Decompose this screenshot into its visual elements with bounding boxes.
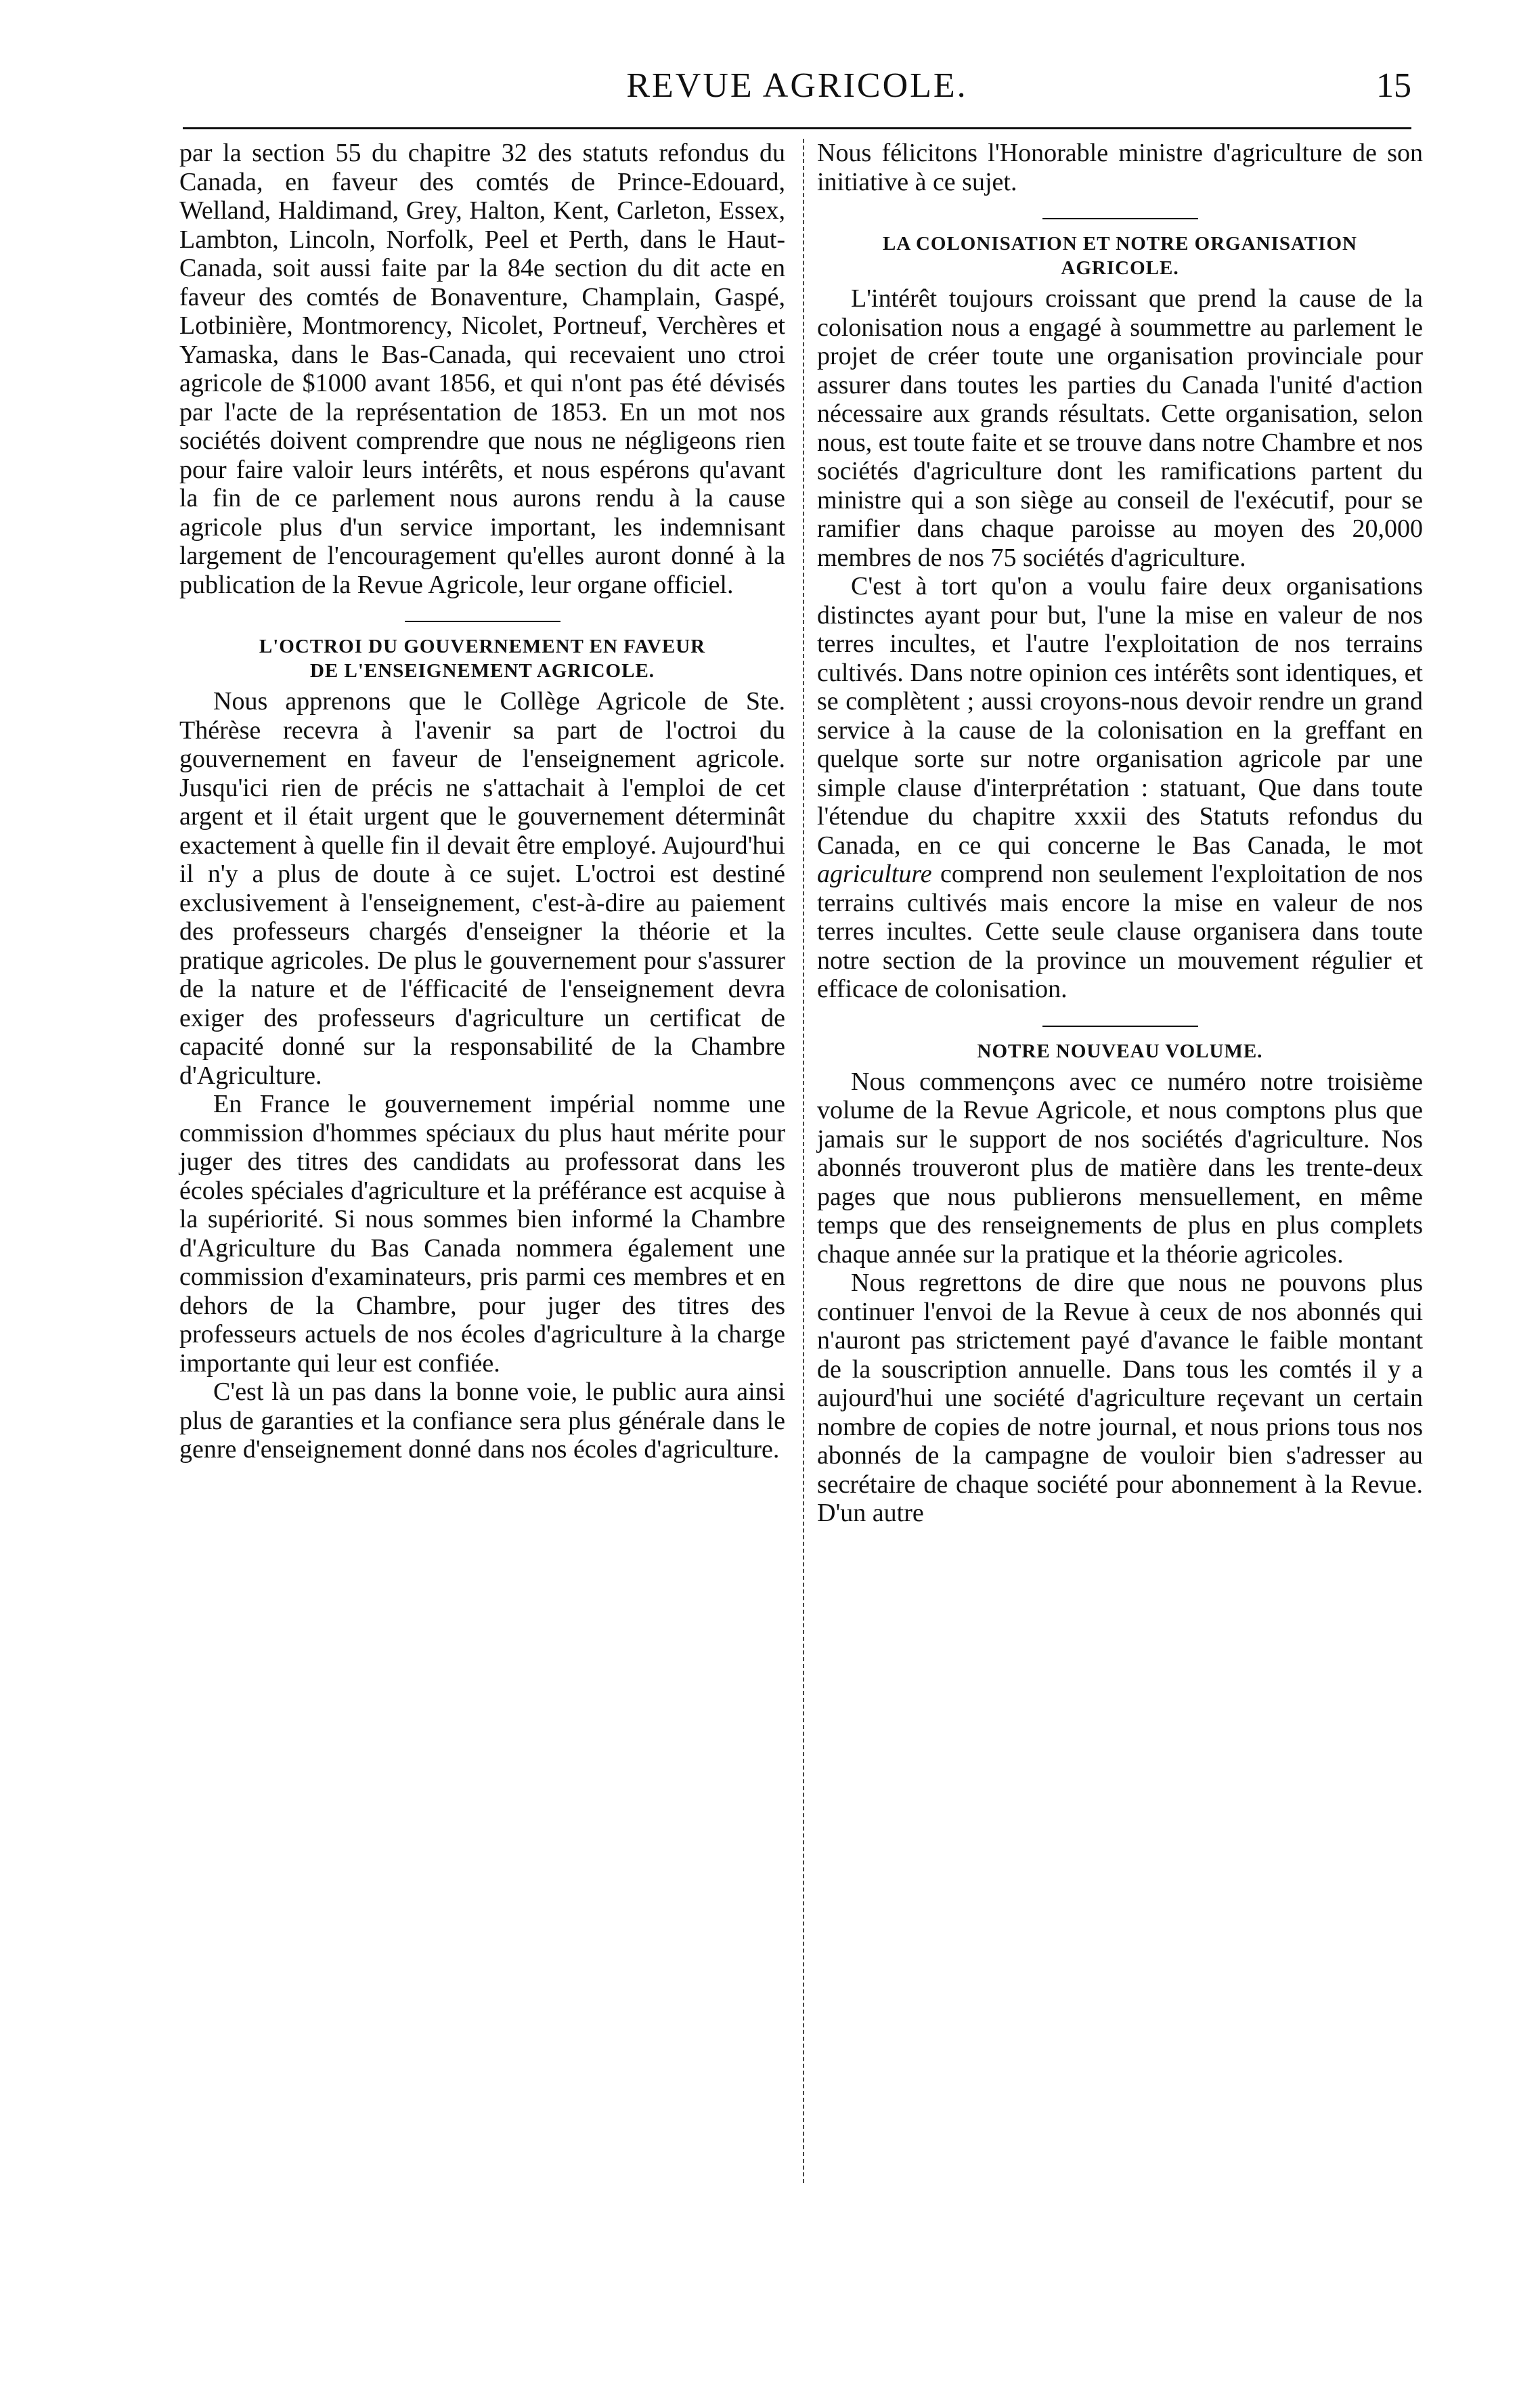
page-header (183, 62, 1411, 110)
heading-line: AGRICOLE. (1061, 257, 1179, 279)
column-divider (803, 139, 804, 2183)
heading-line: LA COLONISATION ET NOTRE ORGANISATION (883, 233, 1357, 255)
page-number: 15 (1376, 66, 1411, 105)
left-paragraph-2: Nous apprenons que le Collège Agricole de Ste. Thérèse recevra à l'avenir sa part de l'octroi du gouvernement en faveur de l'enseignement agricole. Jusqu'ici rien de précis ne s'attachait à l'emploi de cet argent et il était urgent que le gouvernement déterminât exactement à quelle fin il devait être employé. Aujourd'hui il n'y a plus de doute à ce sujet. L'octroi est destiné exclusivement à l'enseignement, c'est-à-dire au paiement des professeurs chargés d'enseigner la théorie et la pratique agricoles. De plus le gouvernement pour s'assurer de la nature et de l'éfficacité de l'enseignement devra exiger des professeurs d'agriculture un certificat de capacité donné sur la responsabilité de la Chambre d'Agriculture. (179, 687, 785, 1090)
heading-line: L'OCTROI DU GOUVERNEMENT EN FAVEUR (259, 636, 706, 657)
italic-term: agriculture (817, 860, 932, 888)
right-paragraph-5: Nous regrettons de dire que nous ne pouvons plus continuer l'envoi de la Revue à ceux de nos abonnés qui n'auront pas strictement payé d'avance le faible montant de la souscription annuelle. Dans tous les comtés il y a aujourd'hui une société d'agriculture reçevant un certain nombre de copies de notre journal, et nous prions tous nos abonnés de la campagne de vouloir bien s'adresser au secrétaire de chaque société pour abonnement à la Revue. D'un autre (817, 1269, 1423, 1527)
right-paragraph-2: L'intérêt toujours croissant que prend la cause de la colonisation nous a engagé à soummettre au parlement le projet de créer toute une organisation provinciale pour assurer dans toutes les parties du Canada l'unité d'action nécessaire aux grands résultats. Cette organisation, selon nous, est toute faite et se trouve dans notre Chambre et nos sociétés d'agriculture dont les ramifications partent du ministre qui a son siège au conseil de l'exécutif, pour se ramifier dans chaque paroisse au moyen des 20,000 membres de nos 75 sociétés d'agriculture. (817, 284, 1423, 572)
heading-line: NOTRE NOUVEAU VOLUME. (977, 1040, 1263, 1062)
heading-line: DE L'ENSEIGNEMENT AGRICOLE. (309, 660, 655, 682)
right-paragraph-4: Nous commençons avec ce numéro notre troisième volume de la Revue Agricole, et nous comptons plus que jamais sur le support de nos sociétés d'agriculture. Nos abonnés trouveront plus de matière dans les trente-deux pages que nous publierons mensuellement, en même temps que des renseignements de plus en plus complets chaque année sur la pratique et la théorie agricoles. (817, 1067, 1423, 1269)
left-paragraph-4: C'est là un pas dans la bonne voie, le public aura ainsi plus de garanties et la confiance sera plus générale dans le genre d'enseignement donné dans nos écoles d'agriculture. (179, 1378, 785, 1464)
left-paragraph-3: En France le gouvernement impérial nomme une commission d'hommes spéciaux du plus haut mérite pour juger des titres des candidats au professorat dans les écoles spéciales d'agriculture et la préférance est acquise à la supériorité. Si nous sommes bien informé la Chambre d'Agriculture du Bas Canada nommera également une commission d'examinateurs, pris parmi ces membres et en dehors de la Chambre, pour juger des titres des professeurs actuels de nos écoles d'agriculture à la charge importante qui leur est confiée. (179, 1090, 785, 1378)
running-title: REVUE AGRICOLE. (626, 66, 968, 105)
right-paragraph-3 (817, 572, 1423, 1004)
section-divider (405, 621, 560, 622)
left-paragraph-1: par la section 55 du chapitre 32 des statuts refondus du Canada, en faveur des comtés de Prince-Edouard, Welland, Haldimand, Grey, Halton, Kent, Carleton, Essex, Lambton, Lincoln, Norfolk, Peel et Perth, dans le Haut-Canada, soit aussi faite par la 84e section du dit acte en faveur des comtés de Bonaventure, Champlain, Gaspé, Lotbinière, Montmorency, Nicolet, Portneuf, Verchères et Yamaska, dans le Bas-Canada, qui recevaient uno ctroi agricole de $1000 avant 1856, et qui n'ont pas été dévisés par l'acte de la représentation de 1853. En un mot nos sociétés doivent comprendre que nous ne négligeons rien pour faire valoir leurs intérêts, et nous espérons qu'avant la fin de ce parlement nous aurons rendu à la cause agricole plus d'un service important, les indemnisant largement de l'encouragement qu'elles auront donné à la publication de la Revue Agricole, leur organe officiel. (179, 139, 785, 599)
right-paragraph-1: Nous félicitons l'Honorable ministre d'agriculture de son initiative à ce sujet. (817, 139, 1423, 196)
paragraph-text: comprend non seulement l'exploitation de nos terrains cultivés mais encore la mise en valeur de nos terres incultes. Cette seule clause organisera dans toute notre section de la province un mouvement régulier et efficace de colonisation. (817, 860, 1423, 1003)
section-heading-colonisation (817, 232, 1423, 280)
header-rule (183, 127, 1411, 129)
section-divider (1042, 1026, 1198, 1027)
left-column (179, 139, 785, 1464)
section-heading-octroi (179, 634, 785, 683)
section-divider (1042, 218, 1198, 219)
right-column (817, 139, 1423, 1528)
section-heading-volume (817, 1039, 1423, 1063)
paragraph-text: C'est à tort qu'on a voulu faire deux organisations distinctes ayant pour but, l'une la mise en valeur de nos terres incultes, et l'autre l'exploitation de nos terrains cultivés. Dans notre opinion ces intérêts sont identiques, et se complètent ; aussi croyons-nous devoir rendre un grand service à la cause de la colonisation en la greffant en quelque sorte sur notre organisation agricole par une simple clause d'interprétation : statuant, Que dans toute l'étendue du chapitre xxxii des Statuts refondus du Canada, en ce qui concerne le Bas Canada, le mot (817, 572, 1423, 860)
